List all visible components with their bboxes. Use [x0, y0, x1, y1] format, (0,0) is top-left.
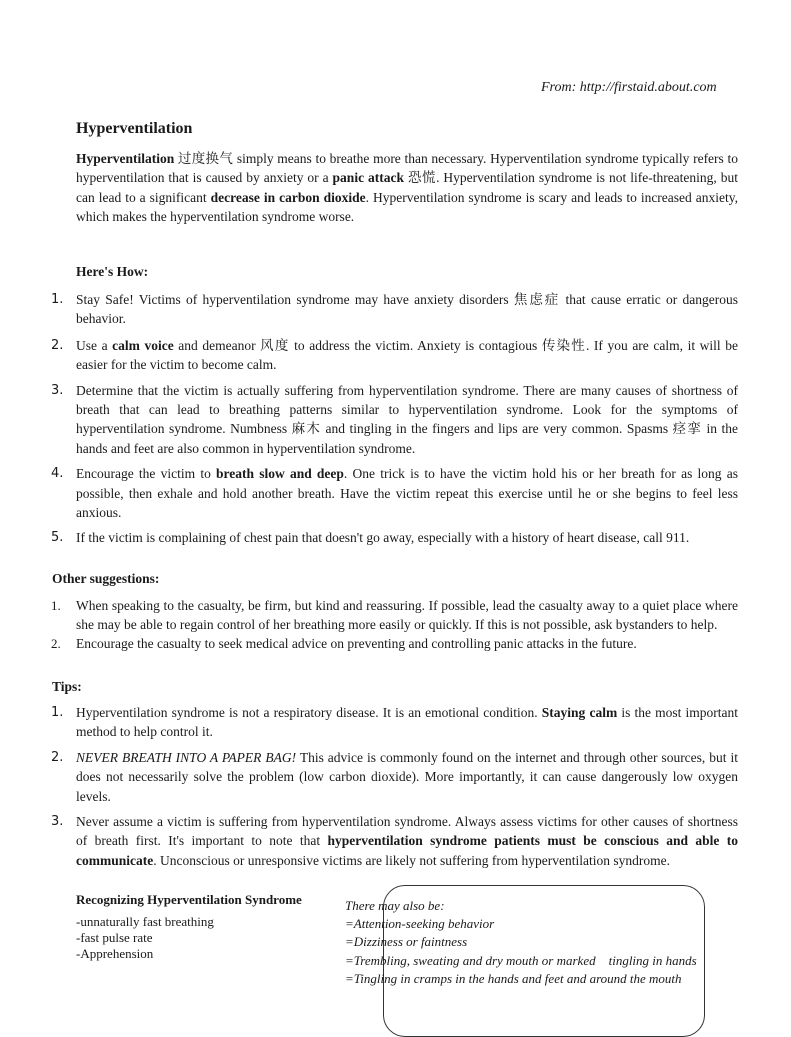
tip-number: 3. [51, 814, 64, 830]
step-item [51, 336, 738, 375]
intro-panic-cn: 恐慌 [404, 170, 437, 186]
also-line: =Tingling in cramps in the hands and feet and around the mouth [345, 970, 682, 986]
step-text: . One trick is to have the victim hold his or her breath for as long as possible, then exhale and hold another breath. Have the victim repeat this exercise until he or she begins to feel less anxious. [76, 466, 738, 521]
tip-item [51, 703, 738, 742]
tip-number: 1. [51, 705, 64, 720]
other-item [51, 634, 738, 653]
step-item [51, 528, 738, 547]
intro-text-3: . Hyperventilation syndrome is scary and leads to increased anxiety, which makes the hyperventilation syndrome worse. [76, 189, 739, 225]
other-heading: Other suggestions: [52, 571, 160, 586]
recognizing-heading: Recognizing Hyperventilation Syndrome [76, 892, 302, 907]
other-list [51, 596, 738, 653]
step-number: 1. [51, 292, 64, 307]
intro-panic: panic attack [332, 170, 404, 186]
step-item [51, 381, 738, 459]
step-text: Encourage the victim to [76, 466, 217, 482]
tip-number: 2. [51, 749, 64, 765]
tip-text-bold: Staying calm [541, 705, 618, 720]
step-text: Use a [76, 337, 113, 353]
source-link: From: http://firstaid.about.com [541, 80, 717, 95]
steps-list [51, 290, 738, 548]
page-title: Hyperventilation [76, 120, 193, 137]
tip-text: is the most important method to help control it. [76, 705, 738, 740]
also-text [345, 897, 697, 988]
tip-item [51, 812, 738, 870]
intro-term: Hyperventilation [76, 151, 175, 166]
tips-heading: Tips: [52, 679, 82, 694]
step-text: If the victim is complaining of chest pain that doesn't go away, especially with a history of heart disease, call 911. [76, 530, 690, 546]
recognizing-list [76, 914, 214, 962]
other-text: When speaking to the casualty, be firm, but kind and reassuring. If possible, lead the casualty away to a quiet place where she may be able to regain control of her breathing more easily or quickly. If this is not possible, ask bystanders to help. [76, 598, 738, 633]
step-text: Determine that the victim is actually suffering from hyperventilation syndrome. There are many causes of shortness of breath that can lead to breathing patterns similar to hyperventilation syndrome. Look for the symptoms of hyperventilation syndrome. Numbness 麻木 and tingling in the fingers and lips are very common. Spasms 痉挛 in the hands and feet are also common in hyperventilation syndrome. [76, 382, 738, 456]
intro-text-1: simply means to breathe more than necessary. Hyperventilation syndrome typically refers to hyperventilation that is caused by anxiety or a [76, 151, 738, 186]
step-number: 2. [51, 337, 64, 353]
also-line: There may also be: [345, 898, 445, 913]
step-text: Stay Safe! Victims of hyperventilation syndrome may have anxiety disorders 焦虑症 that cause erratic or dangerous behavior. [76, 292, 738, 327]
step-item [51, 464, 738, 522]
other-number: 2. [51, 635, 61, 651]
tip-text-italic: NEVER BREATH INTO A PAPER BAG! [76, 749, 297, 765]
other-item [51, 596, 738, 635]
intro-term-cn: 过度换气 [174, 151, 237, 166]
recognizing-item: -fast pulse rate [76, 930, 153, 945]
tip-text: Never assume a victim is suffering from hyperventilation syndrome. Always assess victims for other causes of shortness of breath first. It's important to note that [76, 814, 738, 849]
tip-text-bold: hyperventilation syndrome patients must be conscious and able to communicate [76, 833, 738, 868]
recognizing-item: -Apprehension [76, 946, 154, 961]
tip-text: This advice is commonly found on the internet and through other sources, but it does not necessarily solve the problem (low carbon dioxide). More importantly, it can cause dangerously low oxygen levels. [76, 749, 738, 804]
intro-decrease: decrease in carbon dioxide [210, 189, 366, 205]
tip-text: Hyperventilation syndrome is not a respiratory disease. It is an emotional condition. [76, 705, 542, 720]
step-text-bold: breath slow and deep [216, 466, 344, 482]
step-item [51, 290, 738, 329]
tips-list [51, 703, 738, 870]
tip-text: . Unconscious or unresponsive victims are likely not suffering from hyperventilation syndrome. [153, 852, 671, 868]
also-line: =Dizziness or faintness [345, 934, 468, 950]
how-heading: Here's How: [76, 264, 149, 279]
step-number: 5. [51, 530, 64, 546]
step-text: and demeanor 风度 to address the victim. Anxiety is contagious 传染性. If you are calm, it will be easier for the victim to become calm. [76, 337, 738, 373]
also-line: =Attention-seeking behavior [345, 916, 495, 932]
recognizing-item: -unnaturally fast breathing [76, 914, 214, 929]
intro-text-2: . Hyperventilation syndrome is not life-threatening, but can lead to a significant [76, 170, 738, 205]
also-line: =Trembling, sweating and dry mouth or marked tingling in hands [345, 952, 697, 968]
step-number: 4. [51, 466, 64, 482]
step-text-bold: calm voice [112, 337, 174, 353]
step-number: 3. [51, 382, 64, 398]
other-number: 1. [51, 598, 61, 613]
other-text: Encourage the casualty to seek medical advice on preventing and controlling panic attacks in the future. [76, 635, 637, 651]
intro-paragraph [76, 149, 738, 227]
tip-item [51, 748, 738, 806]
